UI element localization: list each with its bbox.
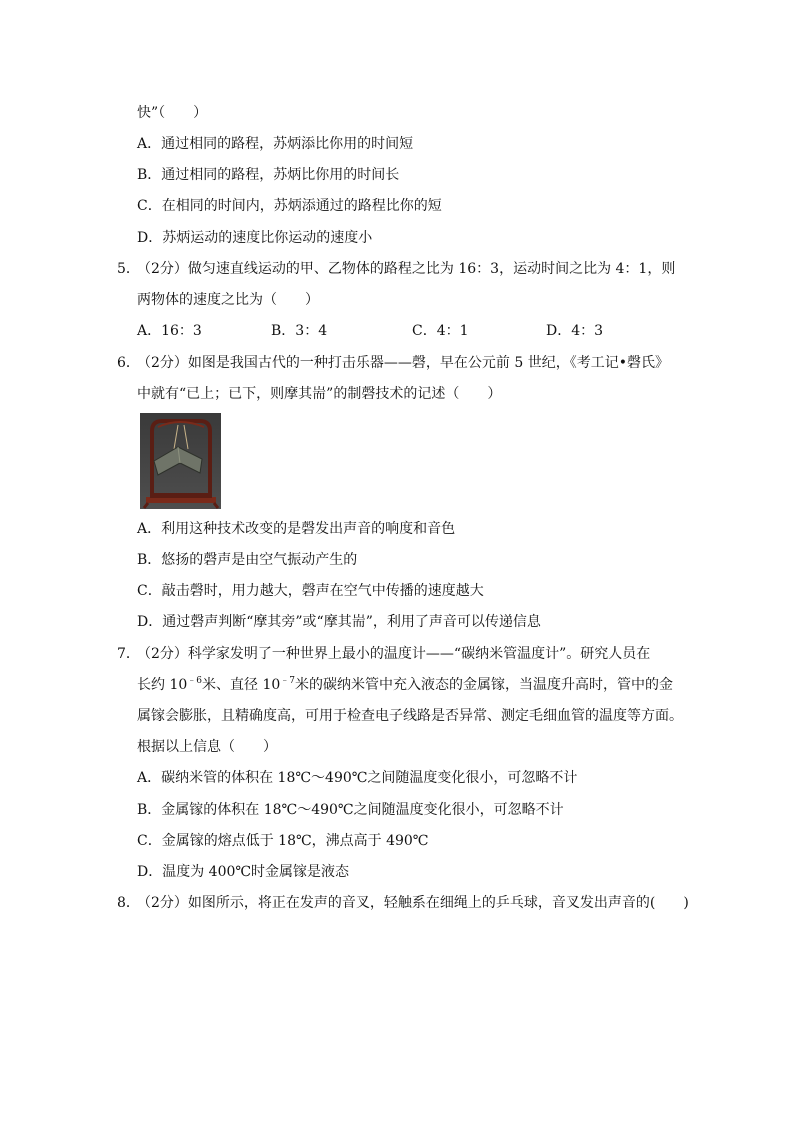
q7-line2-part-c: 米的碳纳米管中充入液态的金属镓，当温度升高时，管中的金 (295, 677, 673, 693)
q5-option-d: D．4：3 (546, 323, 604, 339)
q8-stem-line1: （2分）如图所示，将正在发声的音叉，轻触系在细绳上的乒乓球，音叉发出声音的( ) (137, 895, 689, 911)
q7-exponent-1: ﹣6 (187, 676, 202, 686)
q4-option-a: A．通过相同的路程，苏炳添比你用的时间短 (137, 136, 414, 152)
q7-option-b: B．金属镓的体积在 18℃～490℃之间随温度变化很小，可忽略不计 (137, 802, 564, 818)
q6-number: 6． (117, 355, 140, 371)
q7-stem-line4: 根据以上信息（ ） (137, 739, 277, 755)
q7-stem-line3: 属镓会膨胀，且精确度高，可用于检查电子线路是否异常、测定毛细血管的温度等方面。 (137, 708, 683, 724)
q8-number: 8． (117, 895, 140, 911)
stone-chime-image (140, 413, 221, 509)
q5-options-row (0, 321, 794, 341)
q4-option-d: D．苏炳运动的速度比你运动的速度小 (137, 230, 373, 246)
q7-exponent-2: ﹣7 (280, 676, 295, 686)
q5-number: 5． (117, 261, 140, 277)
q7-option-c: C．金属镓的熔点低于 18℃，沸点高于 490℃ (137, 833, 429, 849)
q6-option-c: C．敲击磬时，用力越大，磬声在空气中传播的速度越大 (137, 583, 484, 599)
q7-line2-part-a: 长约 10 (137, 677, 188, 693)
q5-option-a: A．16：3 (137, 323, 202, 339)
q7-number: 7． (117, 646, 140, 662)
q5-stem-line1: （2分）做匀速直线运动的甲、乙物体的路程之比为 16：3，运动时间之比为 4：1，则 (137, 261, 676, 277)
q7-stem-line2 (137, 675, 673, 695)
q4-option-b: B．通过相同的路程，苏炳比你用的时间长 (137, 167, 400, 183)
q6-option-b: B．悠扬的磬声是由空气振动产生的 (137, 552, 358, 568)
q6-option-a: A．利用这种技术改变的是磬发出声音的响度和音色 (137, 521, 456, 537)
q6-stem-line2: 中就有“已上；已下，则摩其耑”的制磬技术的记述（ ） (137, 386, 502, 402)
q7-line2-part-b: 米、直径 10 (202, 677, 281, 693)
q4-stem-tail: 快”（ ） (137, 105, 208, 121)
q4-option-c: C．在相同的时间内，苏炳添通过的路程比你的短 (137, 198, 442, 214)
q7-option-d: D．温度为 400℃时金属镓是液态 (137, 864, 350, 880)
q6-stem-line1: （2分）如图是我国古代的一种打击乐器——磬，早在公元前 5 世纪，《考工记•磬氏》 (137, 355, 669, 371)
q7-stem-line1: （2分）科学家发明了一种世界上最小的温度计——“碳纳米管温度计”。研究人员在 (137, 646, 651, 662)
q5-option-b: B．3：4 (271, 323, 328, 339)
q6-option-d: D．通过磬声判断“摩其旁”或“摩其耑”，利用了声音可以传递信息 (137, 614, 541, 630)
q5-option-c: C．4：1 (412, 323, 469, 339)
q5-stem-line2: 两物体的速度之比为（ ） (137, 292, 319, 308)
q7-option-a: A．碳纳米管的体积在 18℃～490℃之间随温度变化很小，可忽略不计 (137, 770, 578, 786)
